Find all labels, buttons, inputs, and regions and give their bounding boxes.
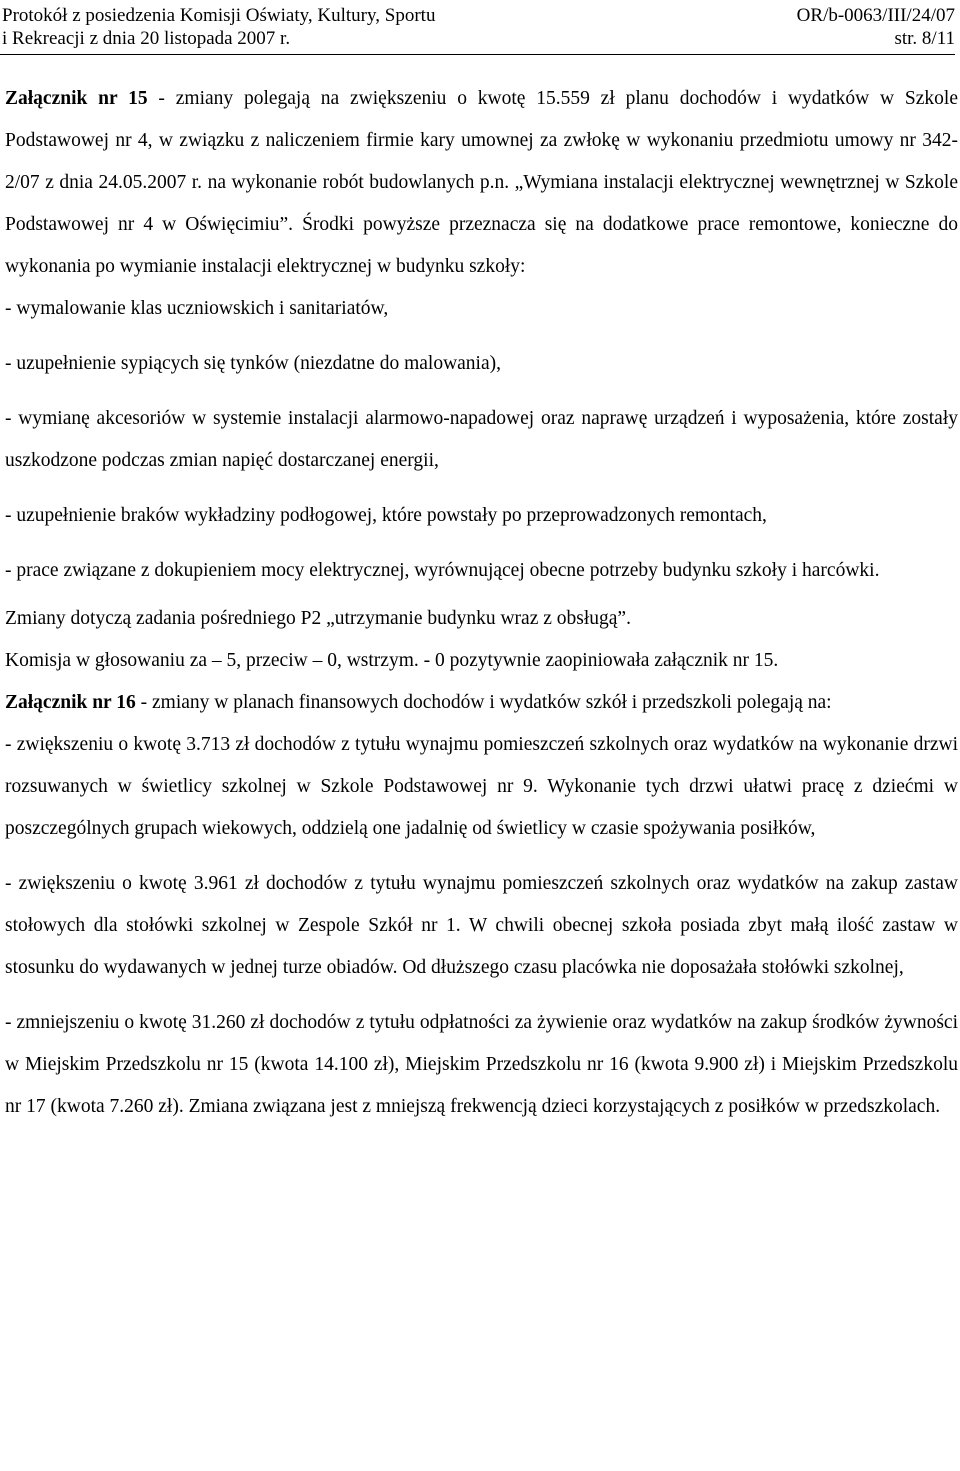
document-reference: OR/b-0063/III/24/07: [796, 5, 955, 26]
page-header: [0, 4, 955, 55]
list-item-doors: - zwiększeniu o kwotę 3.713 zł dochodów z tytułu wynajmu pomieszczeń szkolnych oraz wydatków na wykonanie drzwi rozsuwanych w świetlicy szkolnej w Szkole Podstawowej nr 9. Wykonanie tych drzwi ułatwi pracę z dziećmi w poszczególnych grupach wiekowych, oddzielą one jadalnię od świetlicy w czasie spożywania posiłków,: [5, 734, 958, 839]
list-item-flooring: - uzupełnienie braków wykładziny podłogowej, które powstały po przeprowadzonych remontach,: [5, 505, 767, 526]
page-number: str. 8/11: [894, 28, 955, 49]
changes-paragraph: Zmiany dotyczą zadania pośredniego P2 „utrzymanie budynku wraz z obsługą”.: [5, 608, 631, 629]
attachment-15-label: Załącznik nr 15: [5, 88, 148, 109]
attachment-16-paragraph: [5, 682, 958, 724]
header-left: [2, 4, 435, 50]
list-item-painting: - wymalowanie klas uczniowskich i sanitariatów,: [5, 298, 389, 319]
header-title-line1: Protokół z posiedzenia Komisji Oświaty, Kultury, Sportu: [2, 5, 436, 26]
list-item-tableware: - zwiększeniu o kwotę 3.961 zł dochodów z tytułu wynajmu pomieszczeń szkolnych oraz wydatków na zakup zastaw stołowych dla stołówki szkolnej w Zespole Szkół nr 1. W chwili obecnej szkoła posiada zbyt małą ilość zastaw w stosunku do wydawanych w jednej turze obiadów. Od dłuższego czasu placówka nie doposażała stołówki szkolnej,: [5, 873, 958, 978]
attachment-16-label: Załącznik nr 16: [5, 692, 136, 713]
document-body: [5, 78, 958, 1128]
header-right: [797, 4, 955, 50]
list-item-plaster: - uzupełnienie sypiących się tynków (niezdatne do malowania),: [5, 353, 501, 374]
list-item-food-decrease: - zmniejszeniu o kwotę 31.260 zł dochodów z tytułu odpłatności za żywienie oraz wydatków na zakup środków żywności w Miejskim Przedszkolu nr 15 (kwota 14.100 zł), Miejskim Przedszkolu nr 16 (kwota 9.900 zł) i Miejskim Przedszkolu nr 17 (kwota 7.260 zł). Zmiana związana jest z mniejszą frekwencją dzieci korzystających z posiłków w przedszkolach.: [5, 1012, 958, 1117]
attachment-15-text: - zmiany polegają na zwiększeniu o kwotę 15.559 zł planu dochodów i wydatków w Szkole Podstawowej nr 4, w związku z naliczeniem firmie kary umownej za zwłokę w wykonaniu przedmiotu umowy nr 342-2/07 z dnia 24.05.2007 r. na wykonanie robót budowlanych p.n. „Wymiana instalacji elektrycznej wewnętrznej w Szkole Podstawowej nr 4 w Oświęcimiu”. Środki powyższe przeznacza się na dodatkowe prace remontowe, konieczne do wykonania po wymianie instalacji elektrycznej w budynku szkoły:: [5, 88, 958, 277]
list-item-alarm: - wymianę akcesoriów w systemie instalacji alarmowo-napadowej oraz naprawę urządzeń i wyposażenia, które zostały uszkodzone podczas zmian napięć dostarczanej energii,: [5, 408, 958, 471]
list-item-power: - prace związane z dokupieniem mocy elektrycznej, wyrównującej obecne potrzeby budynku szkoły i harcówki.: [5, 560, 880, 581]
attachment-15-paragraph: [5, 78, 958, 288]
header-title-line2: i Rekreacji z dnia 20 listopada 2007 r.: [2, 28, 291, 49]
attachment-16-text: - zmiany w planach finansowych dochodów i wydatków szkół i przedszkoli polegają na:: [135, 692, 832, 713]
vote-paragraph: Komisja w głosowaniu za – 5, przeciw – 0, wstrzym. - 0 pozytywnie zaopiniowała załącznik nr 15.: [5, 650, 779, 671]
